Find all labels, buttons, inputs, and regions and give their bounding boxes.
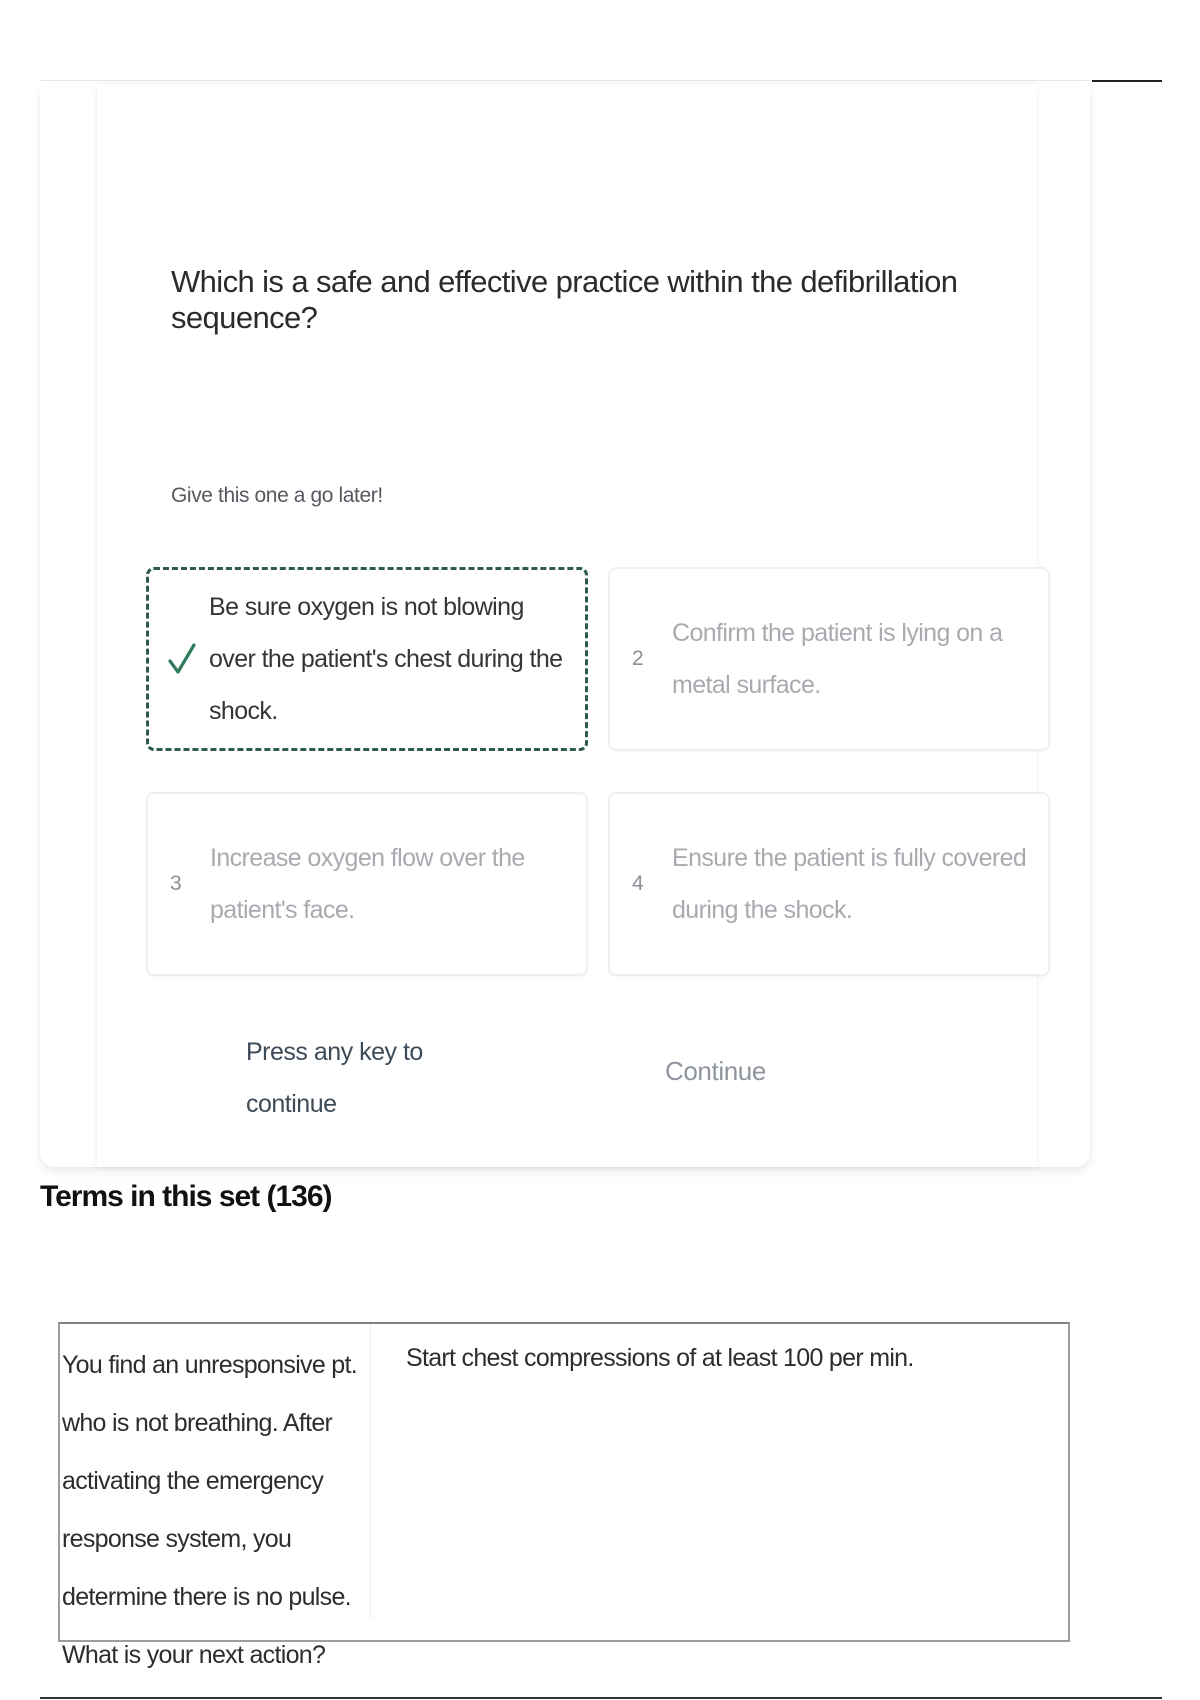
- definition-text: Start chest compressions of at least 100 per min.: [406, 1344, 914, 1372]
- option-number: 3: [170, 872, 182, 895]
- top-right-rule: [1092, 80, 1162, 82]
- continue-button[interactable]: Continue: [665, 1056, 766, 1086]
- answer-option-4[interactable]: [608, 792, 1050, 976]
- term-text: You find an unresponsive pt. who is not breathing. After activating the emergency response system, you determine there is no pulse. What is your next action?: [62, 1351, 357, 1669]
- terms-heading: Terms in this set (136): [40, 1180, 332, 1213]
- answer-option-1[interactable]: [146, 567, 588, 751]
- question-card: [40, 84, 1090, 1167]
- bottom-divider: [40, 1697, 1162, 1699]
- answer-option-text: Increase oxygen flow over the patient's face.: [210, 844, 525, 924]
- question-panel: [97, 84, 1037, 1167]
- press-any-key-hint: Press any key to continue: [246, 1038, 423, 1118]
- answer-option-text: Confirm the patient is lying on a metal surface.: [672, 619, 1003, 699]
- check-icon: [167, 642, 197, 676]
- option-number: 4: [632, 872, 644, 895]
- question-text: Which is a safe and effective practice within the defibrillation sequence?: [171, 264, 958, 335]
- terms-table: [58, 1322, 1070, 1669]
- top-divider: [40, 80, 1090, 81]
- answer-option-text: Ensure the patient is fully covered during the shock.: [672, 844, 1027, 924]
- column-divider: [370, 1324, 371, 1619]
- answer-option-2[interactable]: [608, 567, 1050, 751]
- skip-question-link[interactable]: Give this one a go later!: [171, 484, 383, 507]
- option-number: 2: [632, 647, 644, 670]
- answer-option-3[interactable]: [146, 792, 588, 976]
- answer-option-text: Be sure oxygen is not blowing over the patient's chest during the shock.: [209, 593, 563, 725]
